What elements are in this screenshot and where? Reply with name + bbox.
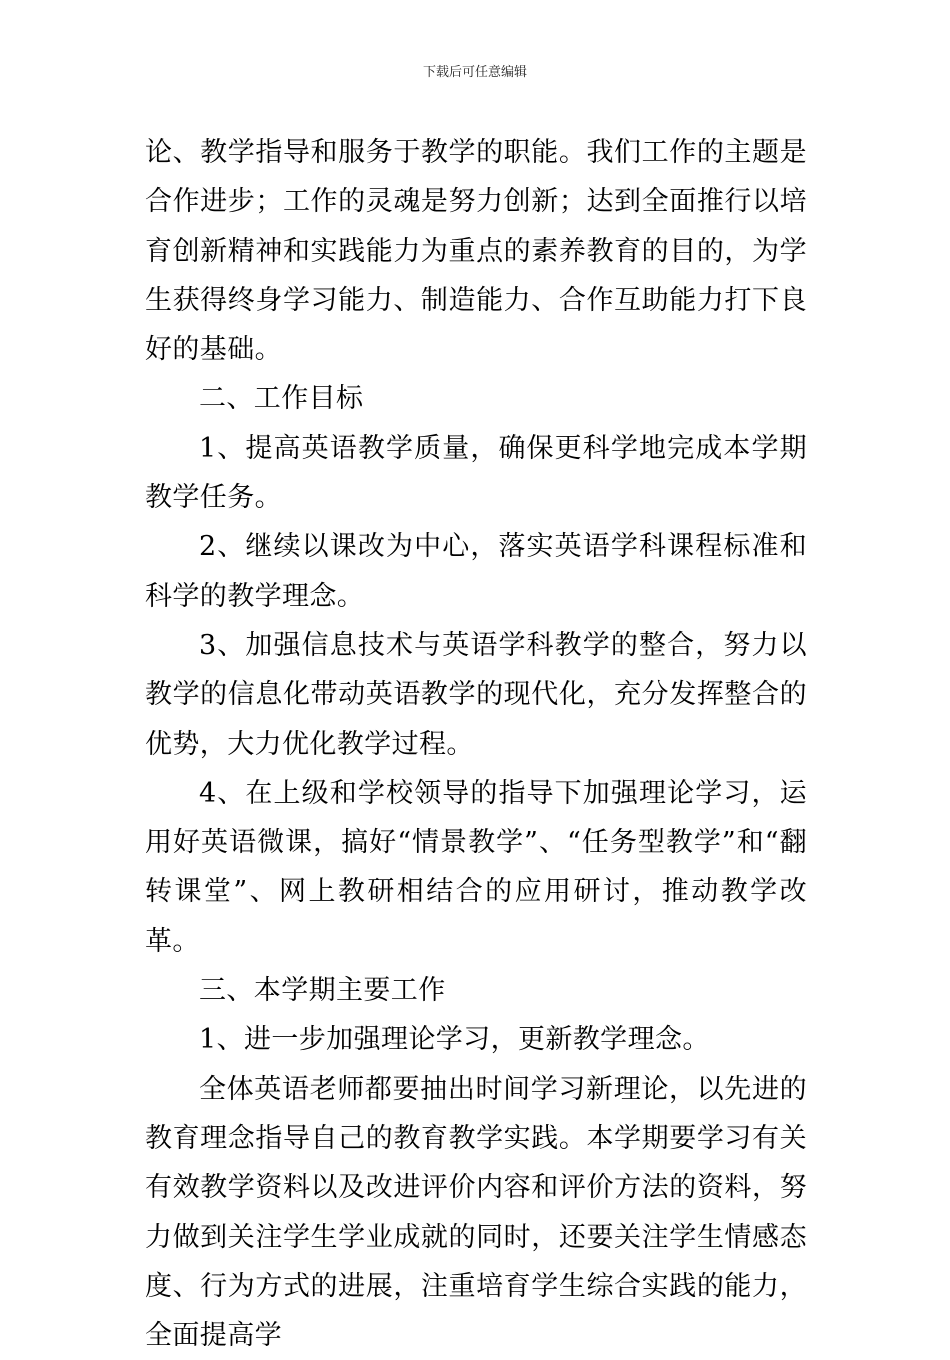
page-header: 下载后可任意编辑	[422, 65, 527, 80]
goal-item-1: 1、提高英语教学质量，确保更科学地完成本学期教学任务。	[145, 432, 807, 514]
work-item-1: 1、进一步加强理论学习，更新教学理念。	[199, 1024, 710, 1056]
section-heading-work-goals: 二、工作目标	[199, 383, 364, 415]
goal-item-4: 4、在上级和学校领导的指导下加强理论学习，运用好英语微课，搞好“情景教学”、“任务型教学”和“翻转课堂”、网上教研相结合的应用研讨，推动教学改革。	[145, 777, 807, 957]
paragraph-theory-study: 全体英语老师都要抽出时间学习新理论，以先进的教育理念指导自己的教育教学实践。本学期要学习有关有效教学资料以及改进评价内容和评价方法的资料，努力做到关注学生学业成就的同时，还要关注学生情感态度、行为方式的进展，注重培育学生综合实践的能力，全面提高学	[145, 1073, 807, 1352]
section-heading-main-work: 三、本学期主要工作	[199, 975, 446, 1007]
goal-item-3: 3、加强信息技术与英语学科教学的整合，努力以教学的信息化带动英语教学的现代化，充分发挥整合的优势，大力优化教学过程。	[145, 629, 807, 760]
paragraph-intro-continuation: 论、教学指导和服务于教学的职能。我们工作的主题是合作进步；工作的灵魂是努力创新；达到全面推行以培育创新精神和实践能力为重点的素养教育的目的，为学生获得终身学习能力、制造能力、合作互助能力打下良好的基础。	[145, 137, 807, 366]
document-body	[145, 128, 807, 1360]
goal-item-2: 2、继续以课改为中心，落实英语学科课程标准和科学的教学理念。	[145, 531, 807, 612]
